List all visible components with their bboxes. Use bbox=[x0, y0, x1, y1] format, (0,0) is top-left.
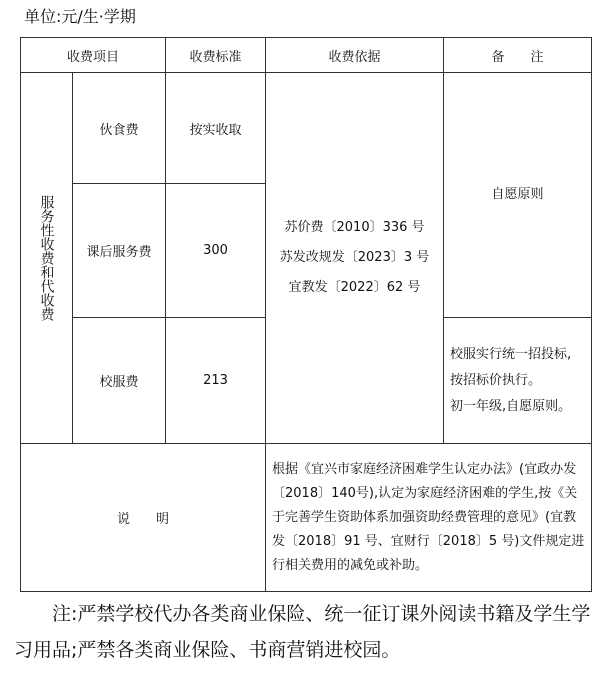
basis-line: 宜教发〔2022〕62 号 bbox=[288, 280, 421, 295]
item-standard: 按实收取 bbox=[166, 73, 266, 184]
remark-line: 按招标价执行。 bbox=[450, 372, 542, 388]
remark-line: 初一年级,自愿原则。 bbox=[450, 398, 572, 414]
table-row bbox=[21, 73, 592, 184]
header-row bbox=[21, 38, 592, 73]
fee-table bbox=[20, 37, 592, 592]
remark-voluntary bbox=[444, 73, 592, 318]
basis-line: 苏价费〔2010〕336 号 bbox=[284, 220, 425, 235]
item-standard: 213 bbox=[166, 318, 266, 444]
footer-note: 注:严禁学校代办各类商业保险、统一征订课外阅读书籍及学生学习用品;严禁各类商业保险、书商营销进校园。 bbox=[14, 603, 591, 661]
item-name: 伙食费 bbox=[73, 73, 166, 184]
header-standard: 收费标准 bbox=[166, 38, 266, 73]
basis-line: 苏发改规发〔2023〕3 号 bbox=[279, 250, 430, 265]
remark-voluntary-text: 自愿原则 bbox=[491, 187, 544, 202]
explanation-text: 根据《宜兴市家庭经济困难学生认定办法》(宜政办发〔2018〕140号),认定为家庭经济困难的学生,按《关于完善学生资助体系加强资助经费管理的意见》(宜教发〔2018〕91 号、宜财行〔2018〕5 号)文件规定进行相关费用的减免或补助。 bbox=[266, 444, 592, 592]
category-label: 服务性收费和代收费 bbox=[38, 195, 55, 321]
basis-cell bbox=[266, 73, 444, 444]
item-name: 校服费 bbox=[73, 318, 166, 444]
remark-uniform bbox=[444, 318, 592, 444]
item-standard: 300 bbox=[166, 184, 266, 318]
unit-label: 单位:元/生·学期 bbox=[24, 7, 136, 26]
remark-line: 校服实行统一招投标, bbox=[450, 346, 572, 362]
explanation-row bbox=[21, 444, 592, 592]
explanation-label: 说 明 bbox=[21, 444, 266, 592]
item-name: 课后服务费 bbox=[73, 184, 166, 318]
category-cell bbox=[21, 73, 73, 444]
header-basis: 收费依据 bbox=[266, 38, 444, 73]
header-remark: 备 注 bbox=[444, 38, 592, 73]
header-item: 收费项目 bbox=[21, 38, 166, 73]
